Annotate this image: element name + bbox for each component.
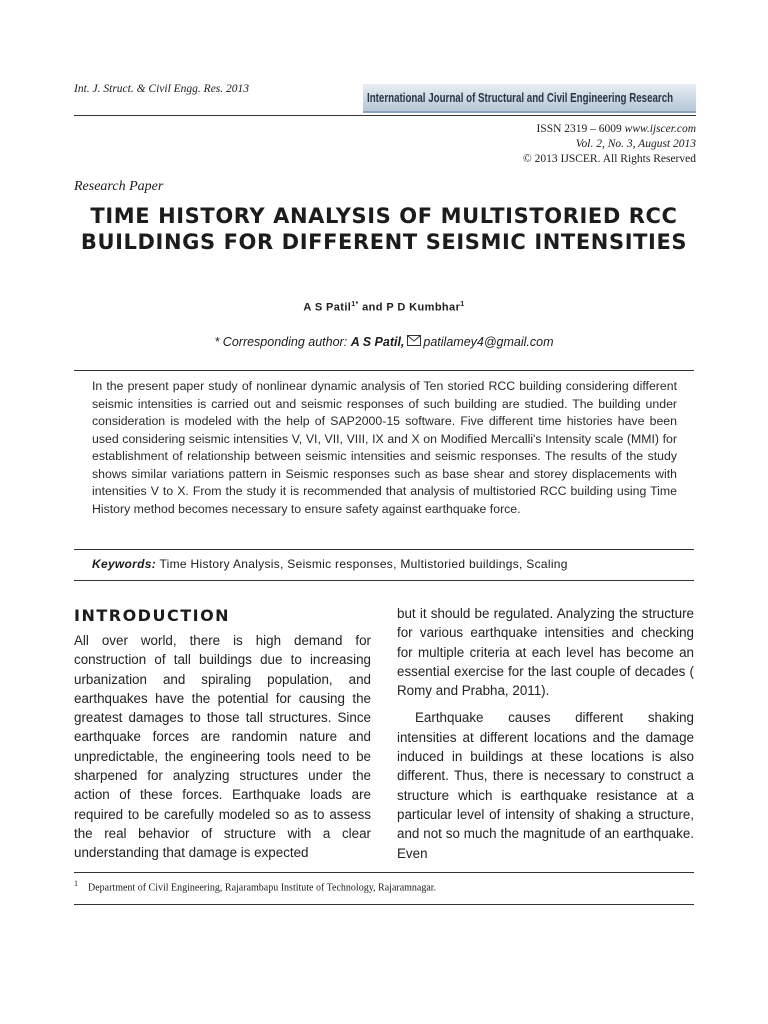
author-1: A S Patil [303, 301, 352, 314]
author-2: P D Kumbhar [386, 301, 461, 314]
copyright: © 2013 IJSCER. All Rights Reserved [523, 153, 696, 165]
introduction-paragraph-2: but it should be regulated. Analyzing the structure for various earthquake intensities and checking for multiple criteria at each level has become an essential exercise for the last couple of decades ( Romy and Prabha, 2011). [397, 606, 694, 699]
corresponding-label: * Corresponding author: [214, 335, 348, 349]
header-rule [74, 115, 696, 116]
author-1-affiliation: 1* [351, 301, 359, 308]
volume: Vol. 2, No. 3, August 2013 [575, 138, 696, 150]
journal-banner [363, 84, 696, 113]
corresponding-name: A S Patil, [350, 335, 405, 349]
issn-block [523, 122, 696, 167]
paper-type: Research Paper [74, 179, 164, 194]
keywords [92, 557, 568, 571]
footnote-mark: 1 [74, 879, 78, 888]
journal-url[interactable]: www.ijscer.com [624, 123, 696, 135]
footnote-text: Department of Civil Engineering, Rajarambapu Institute of Technology, Rajaramnagar. [88, 882, 437, 894]
journal-banner-text: International Journal of Structural and Civil Engineering Research [367, 90, 674, 105]
authors [0, 301, 768, 314]
footnote-top-rule [74, 872, 694, 873]
envelope-icon [407, 335, 421, 346]
abstract-top-rule [74, 370, 694, 371]
keywords-label: Keywords: [92, 557, 157, 571]
introduction-heading: INTRODUCTION [74, 606, 231, 625]
keywords-text: Time History Analysis, Seismic responses, Multistoried buildings, Scaling [159, 557, 568, 571]
corresponding-author [0, 335, 768, 349]
paper-title: TIME HISTORY ANALYSIS OF MULTISTORIED RCC BUILDINGS FOR DIFFERENT SEISMIC INTENSITIES [80, 204, 688, 254]
author-2-affiliation: 1 [460, 301, 465, 308]
footnote-bottom-rule [74, 904, 694, 905]
author-separator: and [362, 301, 383, 314]
corresponding-email[interactable]: patilamey4@gmail.com [423, 335, 554, 349]
abstract: In the present paper study of nonlinear dynamic analysis of Ten storied RCC building considering different seismic intensities is carried out and seismic responses of such building are studied. The building under consideration is modeled with the help of SAP2000-15 software. Five different time histories have been used considering seismic intensities V, VI, VII, VIII, IX and X on Modified Mercalli's Intensity scale (MMI) for establishment of relationship between seismic intensities and seismic responses. The results of the study shows similar variations pattern in Seismic responses such as base shear and storey displacements with intensities V to X. From the study it is recommended that analysis of multistoried RCC building using Time History method becomes necessary to ensure safety against earthquake force. [92, 379, 677, 516]
journal-short-title: Int. J. Struct. & Civil Engg. Res. 2013 [74, 83, 250, 95]
introduction-right-column [397, 604, 694, 863]
abstract-bottom-rule [74, 549, 694, 550]
introduction-paragraph-3: Earthquake causes different shaking intensities at different locations and the damage induced in buildings at these locations is also different. Thus, there is necessary to construct a structure which is earthquake resistance at a particular level of intensity of shaking a structure, and not so much the magnitude of an earthquake. Even [397, 710, 694, 861]
introduction-left-column [74, 631, 371, 863]
introduction-paragraph-1: All over world, there is high demand for construction of tall buildings due to increasing urbanization and spiraling population, and earthquakes have the potential for causing the greatest damages to those tall structures. Since earthquake forces are randomin nature and unpredictable, the engineering tools need to be sharpened for analyzing structures under the action of these forces. Earthquake loads are required to be carefully modeled so as to assess the real behavior of structure with a clear understanding that damage is expected [74, 633, 371, 861]
keywords-bottom-rule [74, 580, 694, 581]
issn: ISSN 2319 – 6009 [536, 123, 622, 135]
footnote [74, 879, 436, 893]
